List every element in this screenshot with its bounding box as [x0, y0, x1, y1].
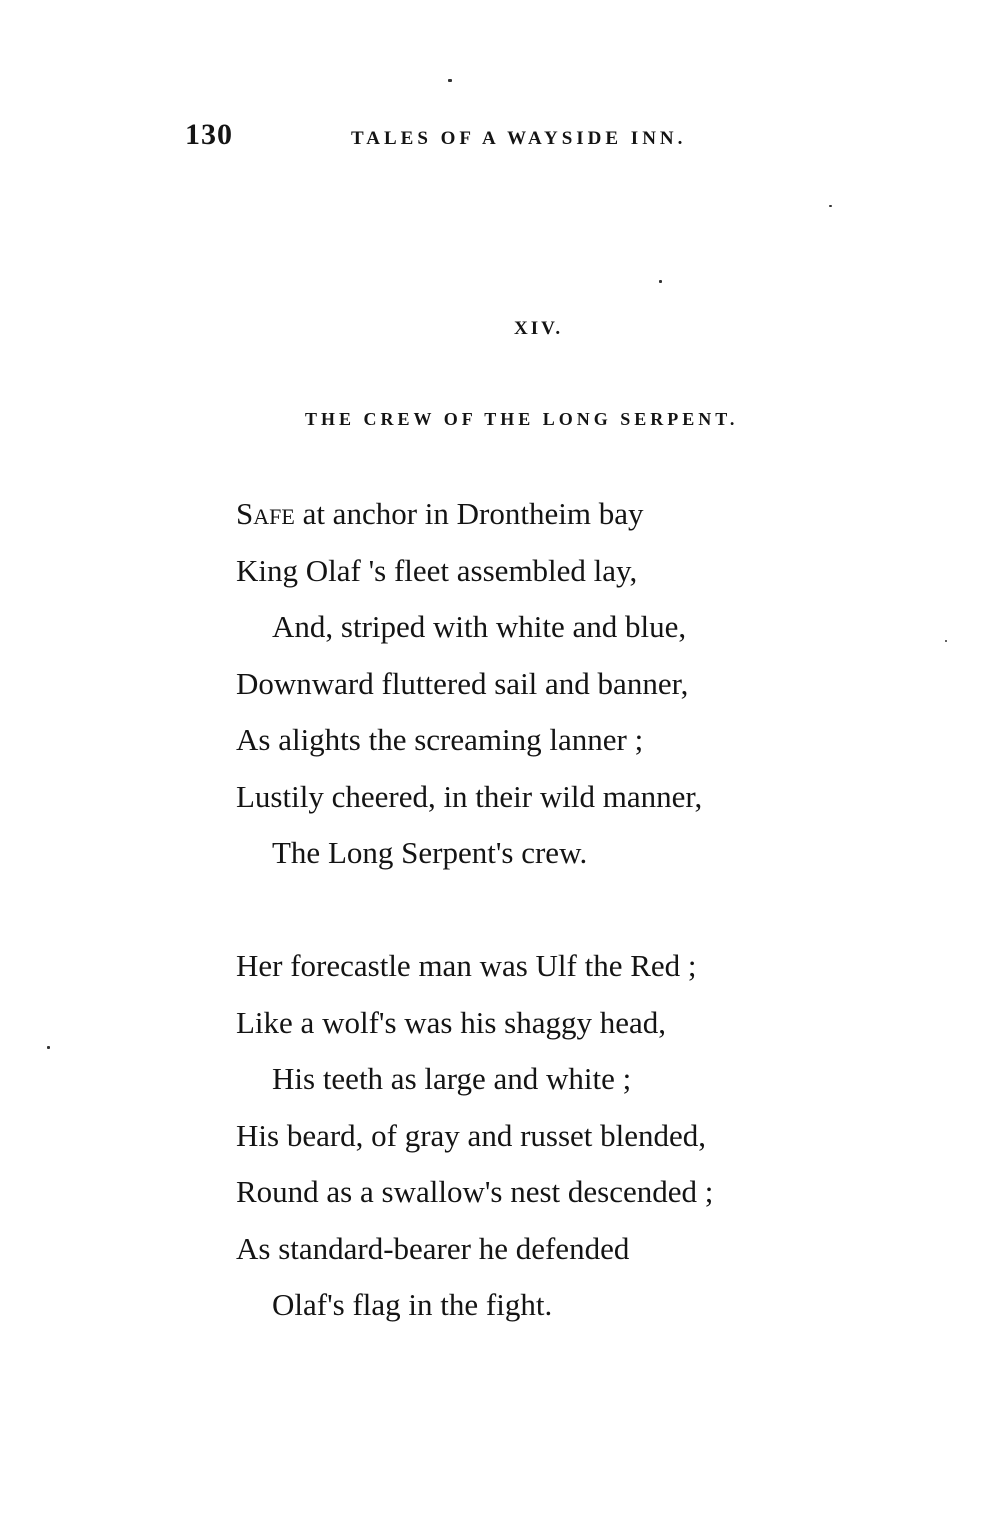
running-head — [185, 118, 745, 158]
verse-line: As alights the screaming lanner ; — [236, 722, 644, 757]
verse-line — [236, 486, 702, 543]
running-title: TALES OF A WAYSIDE INN. — [351, 128, 687, 149]
verse-line: Downward fluttered sail and banner, — [236, 665, 689, 701]
verse-opening-word: Safe — [236, 496, 295, 531]
section-numeral: XIV. — [514, 318, 564, 339]
verse-line: Lustily cheered, in their wild manner, — [236, 778, 703, 814]
print-speck — [448, 79, 452, 82]
print-speck — [47, 1046, 50, 1049]
verse-line: Like a wolf's was his shaggy head, — [236, 1004, 667, 1040]
verse-line: King Olaf 's fleet assembled lay, — [236, 552, 638, 588]
verse-line-text: at anchor in Drontheim bay — [294, 496, 644, 531]
stanza-2 — [236, 938, 713, 1334]
page-number: 130 — [185, 118, 233, 151]
verse-line: And, striped with white and blue, — [272, 609, 687, 644]
verse-line: Olaf's flag in the fight. — [272, 1287, 553, 1322]
print-speck — [659, 280, 662, 283]
verse-line: The Long Serpent's crew. — [272, 835, 588, 870]
print-speck — [945, 640, 947, 642]
verse-line: Her forecastle man was Ulf the Red ; — [236, 948, 697, 983]
verse-line: As standard-bearer he defended — [236, 1230, 630, 1266]
verse-line: His beard, of gray and russet blended, — [236, 1117, 707, 1153]
stanza-1 — [236, 486, 702, 882]
verse-line: His teeth as large and white ; — [272, 1061, 632, 1096]
poem-title: THE CREW OF THE LONG SERPENT. — [305, 409, 739, 429]
print-speck — [829, 205, 832, 207]
verse-line: Round as a swallow's nest descended ; — [236, 1174, 714, 1209]
